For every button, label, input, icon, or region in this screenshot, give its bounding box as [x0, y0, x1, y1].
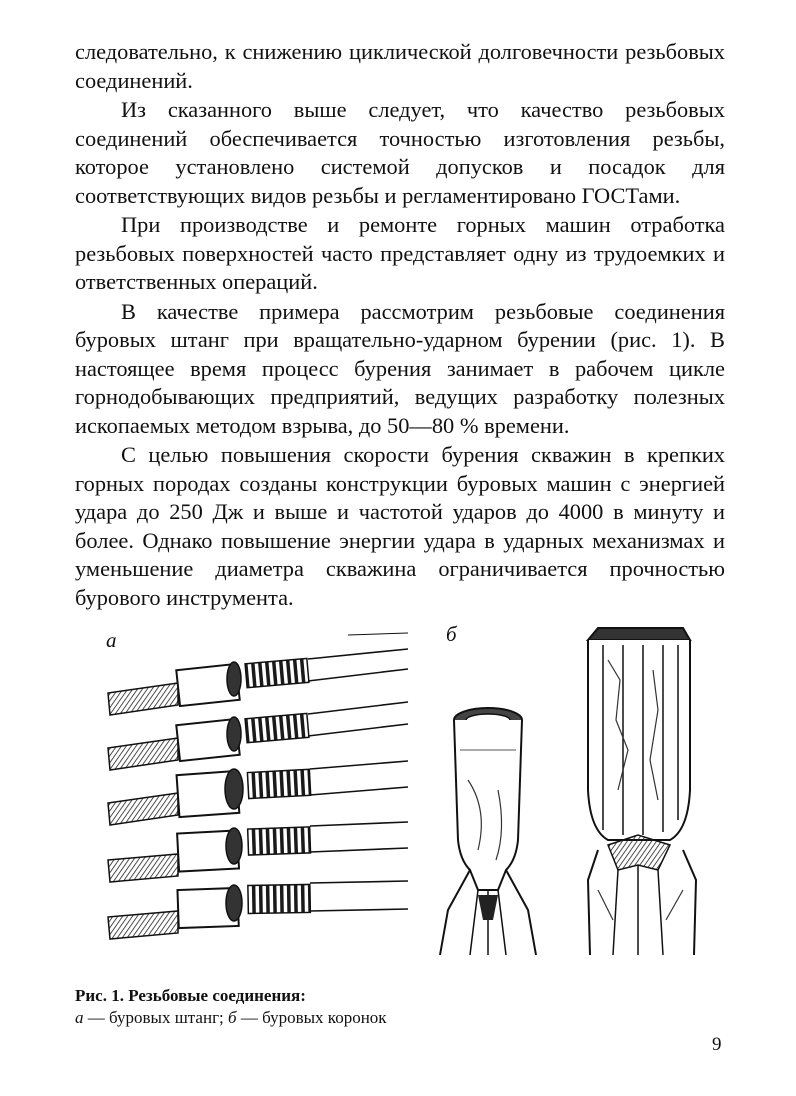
body-text [75, 38, 725, 612]
paragraph-4: В качестве примера рассмотрим резьбовые соединения буровых штанг при вращательно-ударном бурении (рис. 1). В настоящее время процесс бурения занимает в рабочем цикле горнодобывающих предприятий, ведущих разработку полезных ископаемых методом взрыва, до 50—80 % времени. [75, 298, 725, 438]
caption-body [75, 1007, 575, 1029]
drill-rods-panel [108, 633, 408, 939]
figure-threaded-joints [98, 620, 718, 960]
drill-rod-5 [108, 881, 408, 939]
panel-label-a: а [106, 628, 117, 652]
caption-letter-a: а [75, 1008, 84, 1027]
drill-bit-2 [588, 628, 696, 955]
drill-rod-3 [108, 761, 408, 825]
figure-caption [75, 985, 575, 1029]
paragraph-5: С целью повышения скорости бурения скважин в крепких горных породах созданы конструкции буровых машин с энергией удара до 250 Дж и выше и частотой ударов до 4000 в минуту и более. Однако повышение энергии удара в ударных механизмах и уменьшение диаметра скважина ограничивается прочностью бурового инструмента. [75, 442, 725, 610]
drill-bit-1 [440, 708, 536, 955]
paragraph-2: Из сказанного выше следует, что качество резьбовых соединений обеспечивается точностью изготовления резьбы, которое установлено системой допусков и посадок для соответствующих видов резьбы и регламентировано ГОСТами. [75, 97, 725, 208]
panel-label-b: б [446, 622, 457, 646]
page-number: 9 [712, 1034, 722, 1055]
figure-illustration [98, 620, 718, 960]
paragraph-1: следовательно, к снижению циклической долговечности резьбовых соединений. [75, 39, 725, 93]
drill-rod-4 [108, 822, 408, 882]
caption-title: Рис. 1. Резьбовые соединения: [75, 986, 306, 1005]
drill-rod-1 [108, 633, 408, 715]
paragraph-3: При производстве и ремонте горных машин отработка резьбовых поверхностей часто представляет одну из трудоемких и ответственных операций. [75, 212, 725, 294]
drill-rod-2 [108, 702, 408, 770]
caption-letter-b: б [228, 1008, 237, 1027]
caption-text-b: — буровых коронок [236, 1008, 387, 1027]
caption-text-a: — буровых штанг; [83, 1008, 229, 1027]
